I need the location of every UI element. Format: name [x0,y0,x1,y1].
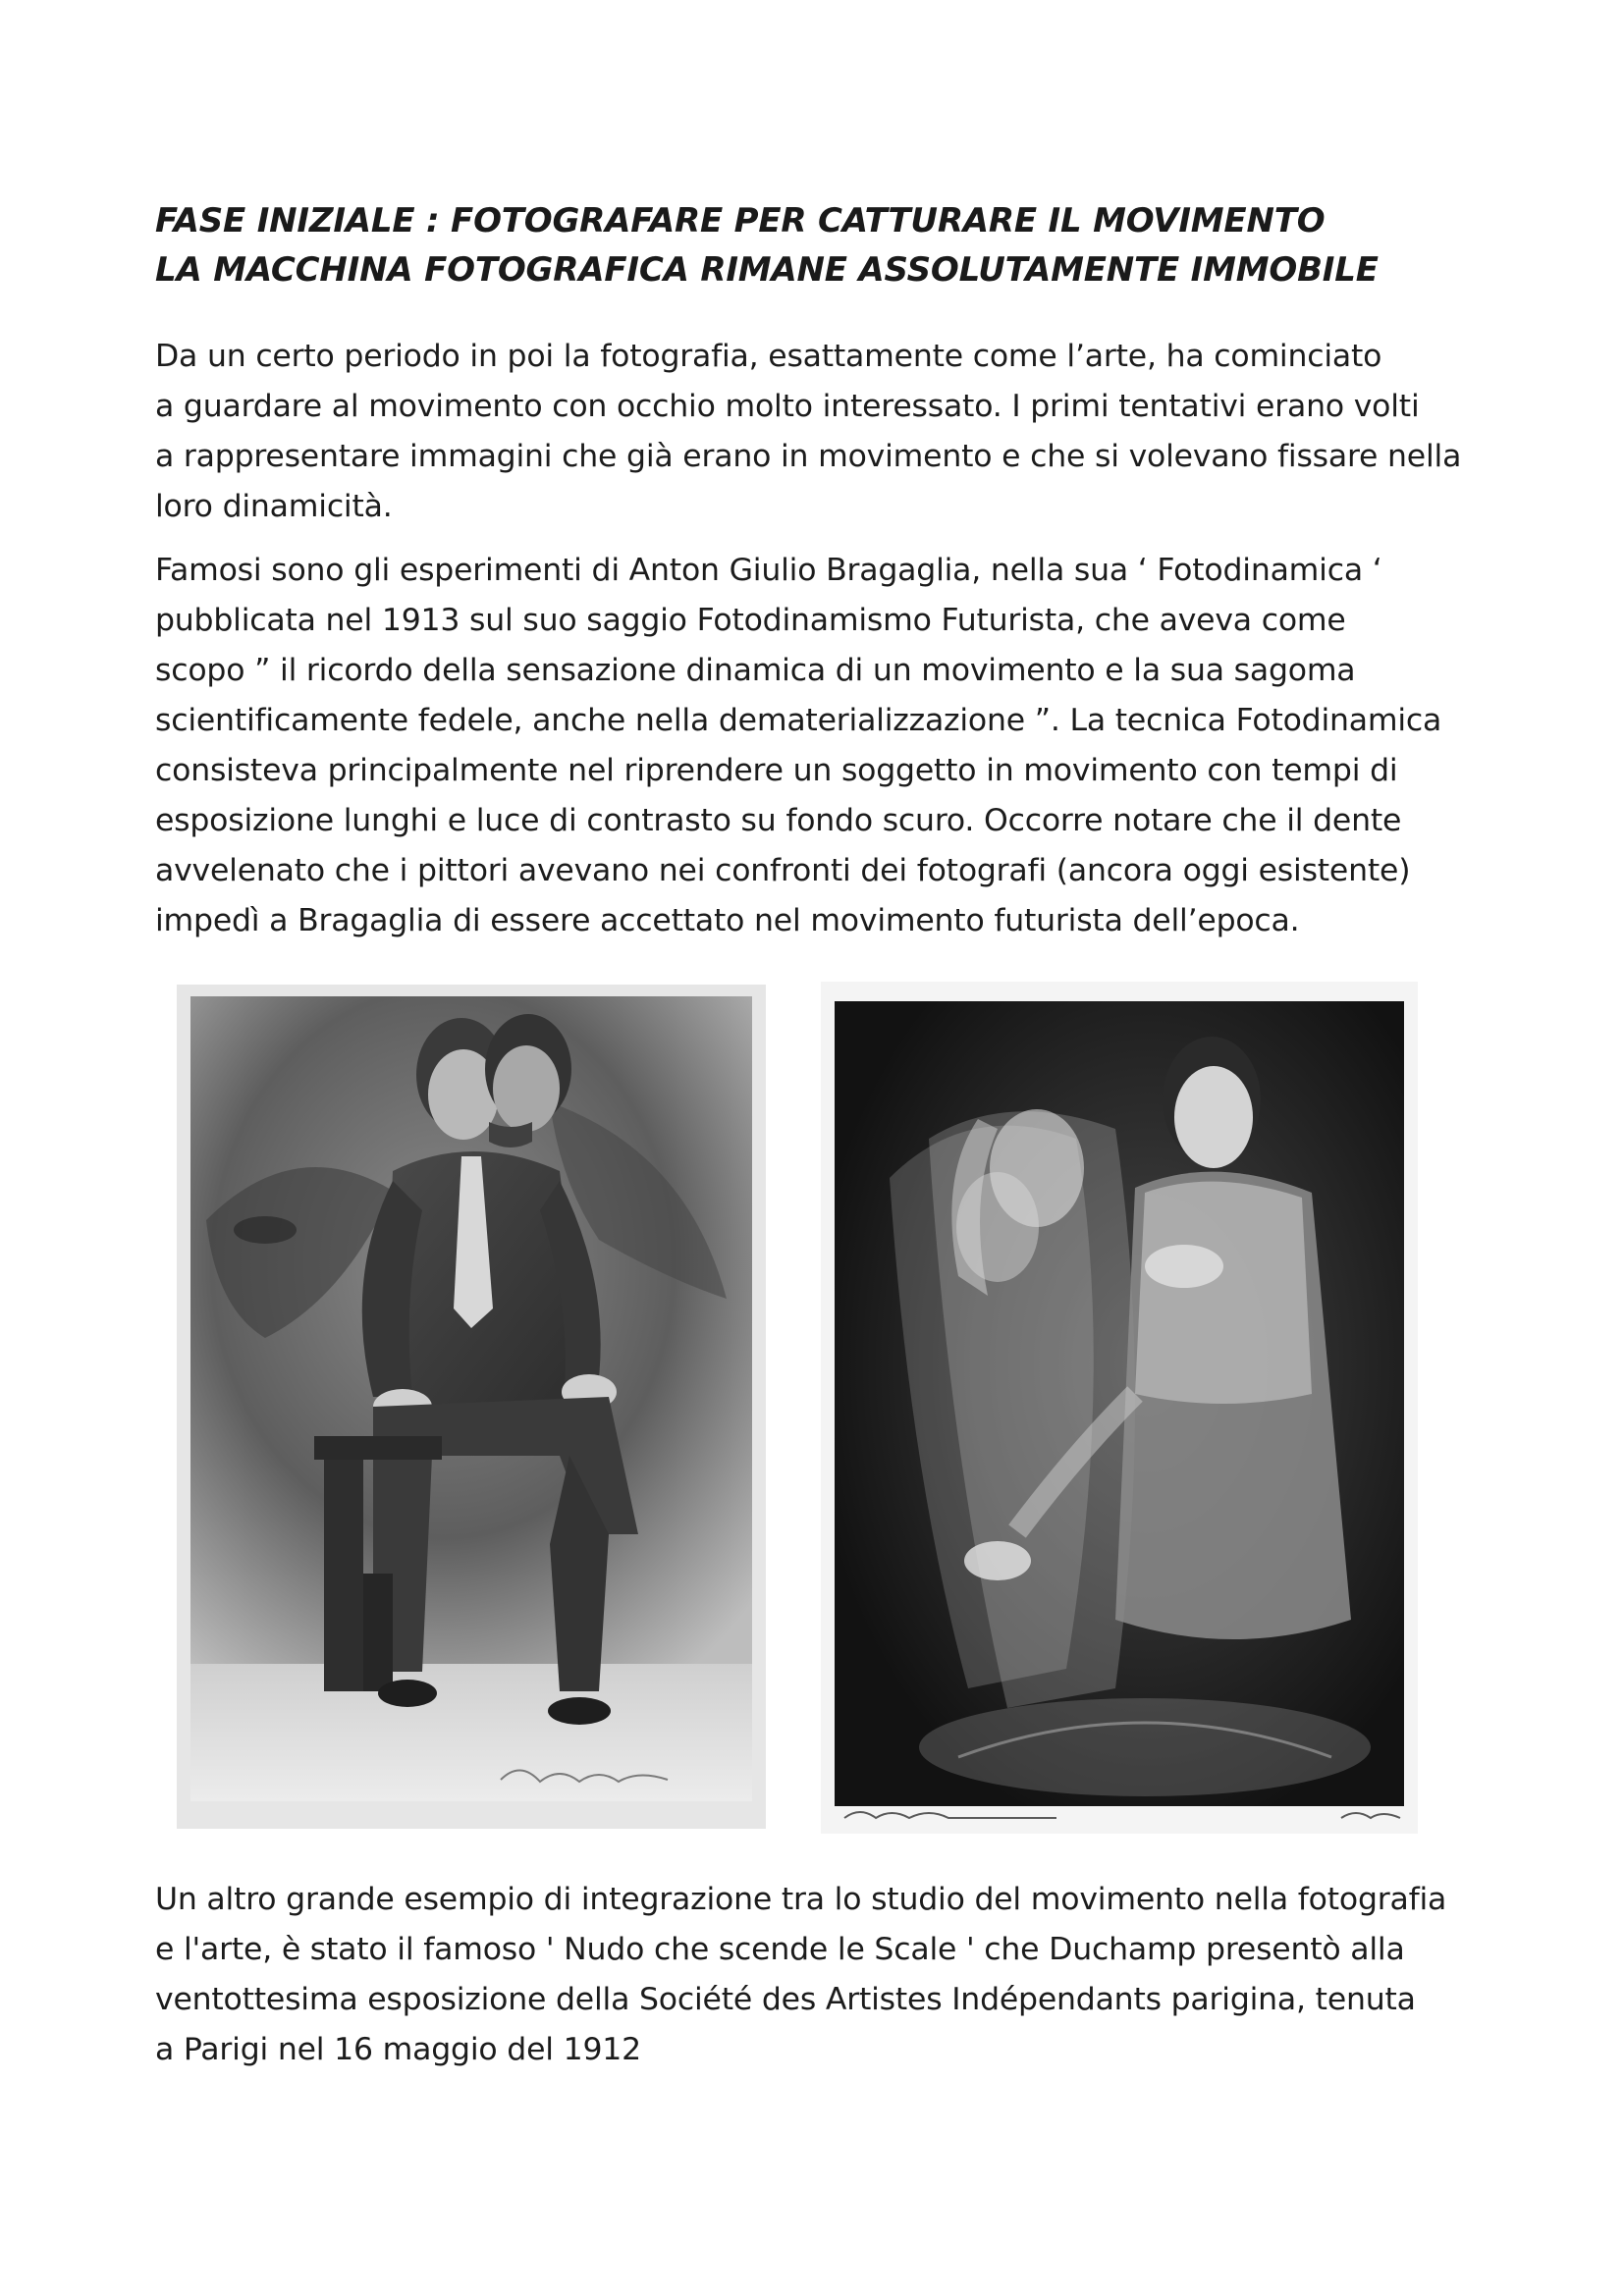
heading-line-2: LA MACCHINA FOTOGRAFICA RIMANE ASSOLUTAMENTE IMMOBILE [155,250,1379,290]
paragraph-line: e l'arte, è stato il famoso ' Nudo che scende le Scale ' che Duchamp presentò alla [155,1932,1405,1967]
bragaglia-paragraph [155,546,1441,946]
paragraph-line: a rappresentare immagini che già erano in movimento e che si volevano fissare nella [155,439,1462,474]
section-heading [155,196,1490,294]
paragraph-line: scientificamente fedele, anche nella dematerializzazione ”. La tecnica Fotodinamica [155,703,1442,738]
photodynamic-portrait-photo [821,982,1418,1834]
paragraph-line: impedì a Bragaglia di essere accettato nel movimento futurista dell’epoca. [155,903,1300,938]
paragraph-line: loro dinamicità. [155,489,393,524]
seated-man-photo [177,985,766,1829]
intro-paragraph [155,332,1461,532]
paragraph-line: Famosi sono gli esperimenti di Anton Giulio Bragaglia, nella sua ‘ Fotodinamica ‘ [155,553,1382,588]
paragraph-line: ventottesima esposizione della Société des Artistes Indépendants parigina, tenuta [155,1982,1416,2017]
paragraph-line: consisteva principalmente nel riprendere un soggetto in movimento con tempi di [155,753,1398,788]
paragraph-line: a Parigi nel 16 maggio del 1912 [155,2032,641,2067]
paragraph-line: Da un certo periodo in poi la fotografia, esattamente come l’arte, ha cominciato [155,339,1382,374]
paragraph-line: avvelenato che i pittori avevano nei confronti dei fotografi (ancora oggi esistente) [155,853,1411,888]
paragraph-line: scopo ” il ricordo della sensazione dinamica di un movimento e la sua sagoma [155,653,1356,688]
paragraph-line: a guardare al movimento con occhio molto interessato. I primi tentativi erano volti [155,389,1420,424]
heading-line-1: FASE INIZIALE : FOTOGRAFARE PER CATTURARE IL MOVIMENTO [155,201,1326,240]
paragraph-line: esposizione lunghi e luce di contrasto su fondo scuro. Occorre notare che il dente [155,803,1402,838]
paragraph-line: pubblicata nel 1913 sul suo saggio Fotodinamismo Futurista, che aveva come [155,603,1346,638]
duchamp-paragraph [155,1875,1446,2075]
paragraph-line: Un altro grande esempio di integrazione tra lo studio del movimento nella fotografia [155,1882,1447,1917]
